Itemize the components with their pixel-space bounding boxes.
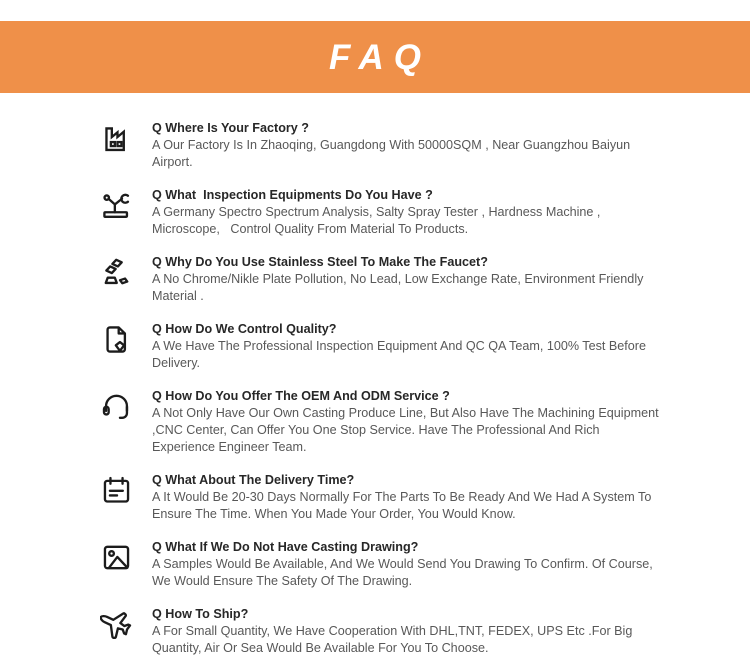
faq-answer: A Samples Would Be Available, And We Would Send You Drawing To Confirm. Of Course, We Would Ensure The Safety Of The Drawing. [152,557,657,588]
faq-text-block [152,388,664,456]
airplane-icon [100,608,134,642]
faq-answer: A Our Factory Is In Zhaoqing, Guangdong With 50000SQM , Near Guangzhou Baiyun Airport. [152,138,633,169]
ingots-icon [100,256,134,290]
faq-answer: A Germany Spectro Spectrum Analysis, Salty Spray Tester , Hardness Machine , Microscope, Control Quality From Material To Products. [152,205,604,236]
faq-question: Q Why Do You Use Stainless Steel To Make The Faucet? [152,255,488,269]
quality-document-icon [100,323,134,357]
faq-answer: A We Have The Professional Inspection Equipment And QC QA Team, 100% Test Before Delivery. [152,339,650,370]
faq-item-casting-drawing [100,539,690,590]
faq-answer: A No Chrome/Nikle Plate Pollution, No Lead, Low Exchange Rate, Environment Friendly Material . [152,272,647,303]
robot-arm-icon [100,189,134,223]
faq-item-oem-odm [100,388,690,456]
faq-question: Q What Inspection Equipments Do You Have ? [152,188,433,202]
faq-answer: A It Would Be 20-30 Days Normally For The Parts To Be Ready And We Had A System To Ensure The Time. When You Made Your Order, You Would Know. [152,490,655,521]
faq-question: Q How Do We Control Quality? [152,322,337,336]
faq-question: Q How To Ship? [152,607,249,621]
faq-question: Q Where Is Your Factory ? [152,121,309,135]
faq-item-delivery-time [100,472,690,523]
calendar-icon [100,474,134,508]
faq-list [0,93,750,657]
faq-item-shipping [100,606,690,657]
faq-question: Q What If We Do Not Have Casting Drawing? [152,540,419,554]
drawing-image-icon [100,541,134,575]
faq-text-block [152,539,664,590]
faq-item-stainless-steel [100,254,690,305]
faq-question: Q How Do You Offer The OEM And ODM Service ? [152,389,450,403]
faq-text-block [152,120,664,171]
faq-question: Q What About The Delivery Time? [152,473,355,487]
faq-answer: A Not Only Have Our Own Casting Produce Line, But Also Have The Machining Equipment ,CNC Center, Can Offer You One Stop Service. Have The Professional And Rich Experience Engineer Team. [152,406,663,454]
factory-icon [100,122,134,156]
faq-text-block [152,606,664,657]
faq-text-block [152,187,664,238]
faq-text-block [152,254,664,305]
top-white-strip [0,0,750,21]
page-title: FAQ [329,37,431,77]
faq-banner [0,21,750,93]
faq-item-inspection [100,187,690,238]
faq-answer: A For Small Quantity, We Have Cooperation With DHL,TNT, FEDEX, UPS Etc .For Big Quantity, Air Or Sea Would Be Available For You To Choose. [152,624,636,655]
faq-item-quality [100,321,690,372]
faq-text-block [152,472,664,523]
faq-text-block [152,321,664,372]
faq-item-factory [100,120,690,171]
headset-icon [100,390,134,424]
